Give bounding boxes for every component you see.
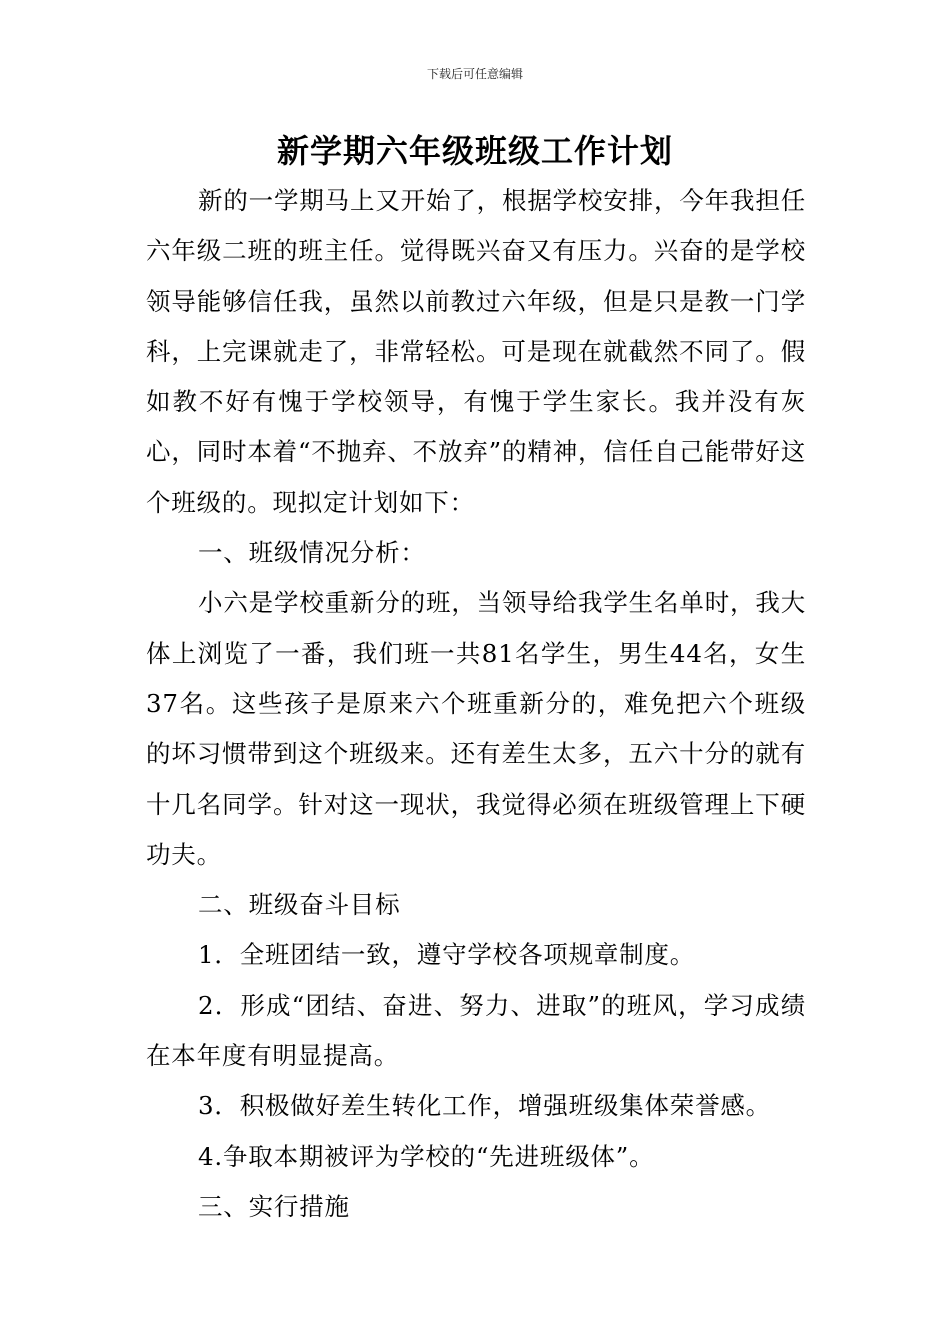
goal-item-3: 3．积极做好差生转化工作，增强班级集体荣誉感。 (198, 1091, 771, 1121)
document-body (146, 176, 806, 1232)
goal-item-2: 2．形成“团结、奋进、努力、进取”的班风，学习成绩在本年度有明显提高。 (146, 990, 806, 1071)
section-heading-1: 一、班级情况分析： (198, 538, 426, 568)
intro-paragraph: 新的一学期马上又开始了，根据学校安排，今年我担任六年级二班的班主任。觉得既兴奋又有压力。兴奋的是学校领导能够信任我，虽然以前教过六年级，但是只是教一门学科，上完课就走了，非常轻松。可是现在就截然不同了。假如教不好有愧于学校领导，有愧于学生家长。我并没有灰心，同时本着“不抛弃、不放弃”的精神，信任自己能带好这个班级的。现拟定计划如下： (146, 186, 806, 517)
section-heading-2: 二、班级奋斗目标 (198, 890, 401, 920)
header-note: 下载后可任意编辑 (426, 67, 523, 81)
analysis-paragraph: 小六是学校重新分的班，当领导给我学生名单时，我大体上浏览了一番，我们班一共81名学生，男生44名，女生37名。这些孩子是原来六个班重新分的，难免把六个班级的坏习惯带到这个班级来。还有差生太多，五六十分的就有十几名同学。针对这一现状，我觉得必须在班级管理上下硬功夫。 (146, 588, 806, 869)
goal-item-1: 1．全班团结一致，遵守学校各项规章制度。 (198, 940, 696, 970)
document-title: 新学期六年级班级工作计划 (276, 132, 673, 170)
goal-item-4: 4.争取本期被评为学校的“先进班级体”。 (198, 1141, 655, 1171)
section-heading-3: 三、实行措施 (198, 1191, 350, 1221)
